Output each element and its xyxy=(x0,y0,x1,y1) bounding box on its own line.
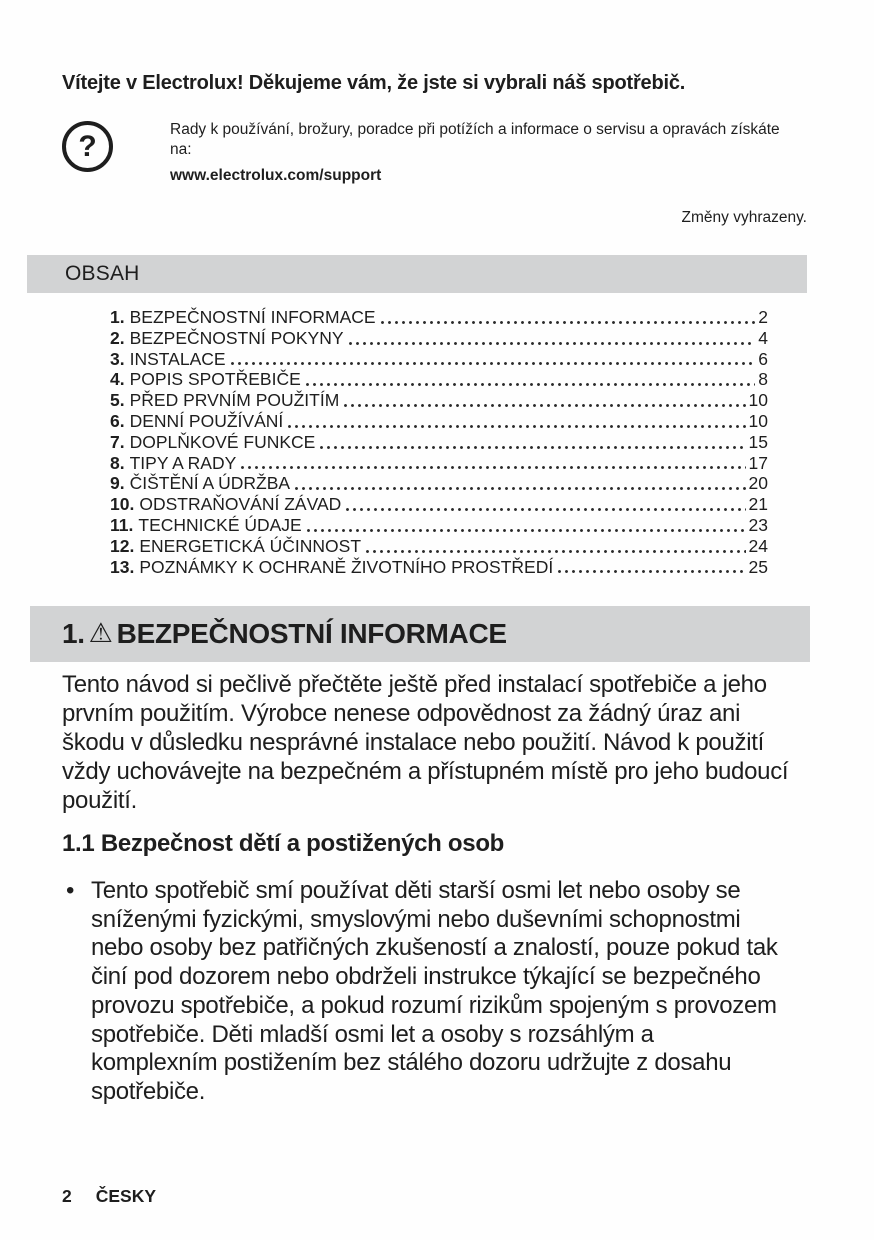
toc-item[interactable] xyxy=(110,557,768,578)
question-mark-icon xyxy=(62,121,113,172)
toc-item-title: POZNÁMKY K OCHRANĚ ŽIVOTNÍHO PROSTŘEDÍ xyxy=(139,556,554,577)
toc-item-number: 12. xyxy=(110,535,135,556)
toc-item-number: 7. xyxy=(110,431,125,452)
support-url: www.electrolux.com/support xyxy=(170,167,382,184)
section-heading-bar xyxy=(30,606,810,662)
toc-item-title: PŘED PRVNÍM POUŽITÍM xyxy=(129,390,340,411)
toc-item-title: TIPY A RADY xyxy=(129,452,237,473)
safety-bullet: • Tento spotřebič smí používat děti starší osmi let nebo osoby se sníženými fyzickými, smyslovými nebo duševními schopnostmi nebo osoby bez patřičných zkušeností a znalostí, pouze pokud tak činí pod dozorem nebo obdrželi instrukce týkající se bezpečného provozu spotřebiče, a pokud rozumí rizikům spojeným s provozem spotřebiče. Děti mladší osmi let a osoby s rozsáhlým a komplexním postižením bez stálého dozoru udržujte z dosahu spotřebiče. xyxy=(64,877,780,1107)
toc-item-title: ENERGETICKÁ ÚČINNOST xyxy=(139,535,362,556)
toc-item[interactable] xyxy=(110,536,768,557)
safety-bullet-list xyxy=(64,877,780,1107)
support-text: Rady k používání, brožury, poradce při potížích a informace o servisu a opravách získáte na: xyxy=(170,121,780,158)
toc-item-number: 8. xyxy=(110,452,125,473)
toc-item-title: BEZPEČNOSTNÍ INFORMACE xyxy=(129,307,376,327)
toc-list xyxy=(110,307,768,577)
toc-item-number: 11. xyxy=(110,514,134,535)
toc-dotted-leader xyxy=(364,536,746,557)
toc-item[interactable] xyxy=(110,390,768,411)
toc-item-page: 10 xyxy=(748,390,768,411)
toc-item-page: 20 xyxy=(748,473,768,494)
footer-language-label: ČESKY xyxy=(95,1186,157,1206)
toc-dotted-leader xyxy=(347,328,756,349)
toc-dotted-leader xyxy=(556,557,745,578)
toc-item-page: 15 xyxy=(748,431,768,452)
toc-item[interactable] xyxy=(110,369,768,390)
toc-item-number: 4. xyxy=(110,369,125,390)
toc-item-page: 4 xyxy=(758,327,768,348)
toc-item-page: 17 xyxy=(748,452,768,473)
toc-item[interactable] xyxy=(110,349,768,370)
toc-item-number: 13. xyxy=(110,556,135,577)
toc-dotted-leader xyxy=(379,307,756,328)
toc-item-title: TECHNICKÉ ÚDAJE xyxy=(138,514,302,535)
toc-item-page: 21 xyxy=(748,494,768,515)
page-footer xyxy=(62,1186,156,1207)
toc-item-page: 2 xyxy=(758,307,768,327)
toc-item-number: 10. xyxy=(110,494,135,515)
section-heading-title: BEZPEČNOSTNÍ INFORMACE xyxy=(116,618,507,649)
toc-item[interactable] xyxy=(110,411,768,432)
toc-item-title: ODSTRAŇOVÁNÍ ZÁVAD xyxy=(139,494,342,515)
toc-item-title: DOPLŇKOVÉ FUNKCE xyxy=(129,431,316,452)
toc-header-label: OBSAH xyxy=(65,262,140,285)
toc-item-number: 3. xyxy=(110,348,125,369)
toc-item-title: DENNÍ POUŽÍVÁNÍ xyxy=(129,410,284,431)
toc-item[interactable] xyxy=(110,494,768,515)
toc-item-number: 1. xyxy=(110,307,125,327)
toc-item[interactable] xyxy=(110,473,768,494)
toc-dotted-leader xyxy=(344,494,745,515)
toc-dotted-leader xyxy=(318,432,745,453)
toc-item-title: POPIS SPOTŘEBIČE xyxy=(129,369,301,390)
rights-reserved-note: Změny vyhrazeny. xyxy=(681,209,807,226)
toc-header-bar xyxy=(27,255,807,293)
toc-item[interactable] xyxy=(110,328,768,349)
warning-icon: ⚠ xyxy=(88,618,113,649)
toc-item-page: 23 xyxy=(748,514,768,535)
toc-item-title: BEZPEČNOSTNÍ POKYNY xyxy=(129,327,344,348)
toc-item-number: 6. xyxy=(110,410,125,431)
section-heading xyxy=(62,618,507,650)
toc-item-title: ČIŠTĚNÍ A ÚDRŽBA xyxy=(129,473,291,494)
support-info xyxy=(170,120,800,186)
toc-item-number: 2. xyxy=(110,327,125,348)
toc-dotted-leader xyxy=(293,473,745,494)
subsection-heading: 1.1 Bezpečnost dětí a postižených osob xyxy=(62,830,505,857)
toc-item-page: 10 xyxy=(748,410,768,431)
welcome-heading: Vítejte v Electrolux! Děkujeme vám, že jste si vybrali náš spotřebič. xyxy=(62,72,686,94)
toc-dotted-leader xyxy=(305,515,746,536)
toc-item-title: INSTALACE xyxy=(129,348,226,369)
toc-dotted-leader xyxy=(304,369,756,390)
toc-item-page: 25 xyxy=(748,556,768,577)
toc-dotted-leader xyxy=(229,349,756,370)
section-intro-paragraph: Tento návod si pečlivě přečtěte ještě před instalací spotřebiče a jeho prvním použitím. Výrobce nenese odpovědnost za žádný úraz ani škodu v důsledku nesprávné instalace nebo použití. Návod k použití vždy uchovávejte na bezpečném a přístupném místě pro jeho budoucí použití. xyxy=(62,671,789,814)
question-mark-glyph: ? xyxy=(78,129,97,163)
toc-item[interactable] xyxy=(110,515,768,536)
toc-item-number: 5. xyxy=(110,390,125,411)
toc-item-page: 8 xyxy=(758,369,768,390)
toc-item-page: 6 xyxy=(758,348,768,369)
toc-item[interactable] xyxy=(110,453,768,474)
toc-dotted-leader xyxy=(342,390,745,411)
toc-item[interactable] xyxy=(110,307,768,328)
toc-item-number: 9. xyxy=(110,473,125,494)
section-heading-number: 1. xyxy=(62,618,85,649)
toc-dotted-leader xyxy=(239,453,745,474)
footer-page-number: 2 xyxy=(62,1186,72,1206)
toc-dotted-leader xyxy=(286,411,745,432)
toc-item-page: 24 xyxy=(748,535,768,556)
toc-item[interactable] xyxy=(110,432,768,453)
